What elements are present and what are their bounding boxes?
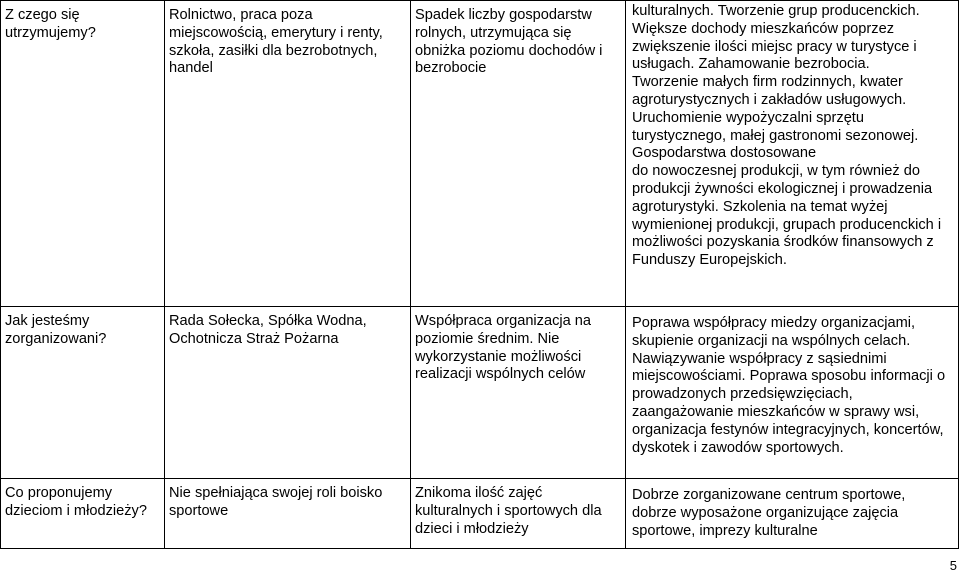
actions-paragraph: Dobrze zorganizowane centrum sportowe, dobrze wyposażone organizujące zajęcia sportowe, imprezy kulturalne <box>632 487 906 539</box>
question-cell: Z czego się utrzymujemy? <box>1 1 165 307</box>
page-number: 5 <box>949 558 957 573</box>
problems-cell: Współpraca organizacja na poziomie średnim. Nie wykorzystanie możliwości realizacji wspólnych celów <box>411 307 626 479</box>
actions-cell <box>626 479 959 549</box>
actions-cell <box>626 307 959 479</box>
actions-paragraph: Większe dochody mieszkańców poprzez zwiększenie ilości miejsc pracy w turystyce i usługach. Zahamowanie bezrobocia. <box>632 20 917 73</box>
actions-paragraph: kulturalnych. Tworzenie grup producenckich. <box>632 3 920 19</box>
actions-paragraph: Gospodarstwa dostosowane <box>632 145 817 162</box>
actions-paragraph: Poprawa współpracy miedzy organizacjami, skupienie organizacji na wspólnych celach. <box>632 315 916 349</box>
actions-paragraph: Tworzenie małych firm rodzinnych, kwater agroturystycznych i zakładów usługowych. <box>632 74 907 108</box>
resources-cell: Rada Sołecka, Spółka Wodna, Ochotnicza Straż Pożarna <box>165 307 411 479</box>
resources-cell: Rolnictwo, praca poza miejscowością, emerytury i renty, szkoła, zasiłki dla bezrobotnych, handel <box>165 1 411 307</box>
resources-cell: Nie spełniająca swojej roli boisko sportowe <box>165 479 411 549</box>
actions-paragraph: Nawiązywanie współpracy z sąsiednimi miejscowościami. Poprawa sposobu informacji o prowadzonych przedsięwzięciach, zaangażowanie mieszkańców w sprawy wsi, organizacja festynów integracyjnych, koncertów, dyskotek i zawodów sportowych. <box>632 350 946 456</box>
table-row <box>1 307 959 479</box>
question-cell: Co proponujemy dzieciom i młodzieży? <box>1 479 165 549</box>
actions-paragraph: do nowoczesnej produkcji, w tym również do produkcji żywności ekologicznej i prowadzenia agroturystyki. Szkolenia na temat wyżej wymienionej produkcji, grupach producenckich i możliwości pozyskania środków finansowych z Funduszy Europejskich. <box>632 163 942 269</box>
table-row <box>1 479 959 549</box>
problems-cell: Spadek liczby gospodarstw rolnych, utrzymująca się obniżka poziomu dochodów i bezrobocie <box>411 1 626 307</box>
problems-cell: Znikoma ilość zajęć kulturalnych i sportowych dla dzieci i młodzieży <box>411 479 626 549</box>
actions-cell <box>626 1 959 307</box>
question-cell: Jak jesteśmy zorganizowani? <box>1 307 165 479</box>
table-row <box>1 1 959 307</box>
actions-paragraph: Uruchomienie wypożyczalni sprzętu turystycznego, małej gastronomi sezonowej. <box>632 109 919 144</box>
